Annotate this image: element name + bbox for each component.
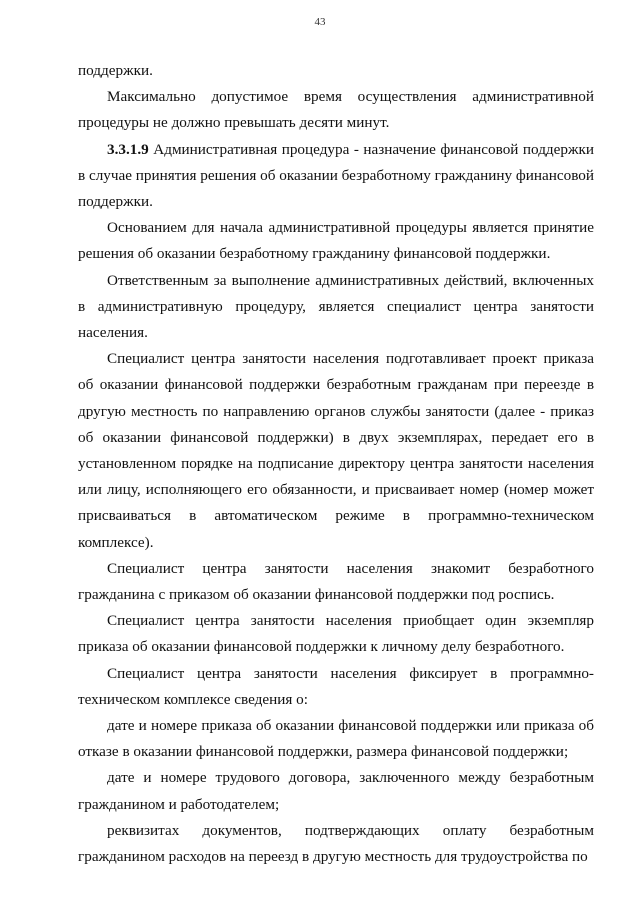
page-number: 43 bbox=[314, 16, 326, 28]
paragraph-11: дате и номере трудового договора, заключенного между безработным гражданином и работодателем; bbox=[78, 769, 594, 813]
paragraph-7: Специалист центра занятости населения знакомит безработного гражданина с приказом об оказании финансовой поддержки под роспись. bbox=[78, 559, 594, 604]
paragraph-5: Ответственным за выполнение административных действий, включенных в административную процедуру, является специалист центра занятости населения. bbox=[78, 271, 594, 342]
paragraph-12: реквизитах документов, подтверждающих оплату безработным гражданином расходов на переезд в другую местность для трудоустройства по bbox=[78, 821, 594, 866]
section-number: 3.3.1.9 bbox=[107, 140, 149, 158]
paragraph-6: Специалист центра занятости населения подготавливает проект приказа об оказании финансовой поддержки безработным гражданам при переезде в другую местность по направлению органов службы занятости (далее - приказ об оказании финансовой поддержки) в двух экземплярах, передает его в установленном порядке на подписание директору центра занятости населения или лицу, исполняющего его обязанности, и присваивает номер (номер может присваиваться в автоматическом режиме в программно-техническом комплексе). bbox=[78, 350, 594, 551]
document-body bbox=[78, 58, 594, 870]
paragraph-3 bbox=[78, 137, 594, 216]
paragraph-4: Основанием для начала административной процедуры является принятие решения об оказании безработному гражданину финансовой поддержки. bbox=[78, 219, 594, 263]
paragraph-9: Специалист центра занятости населения фиксирует в программно-техническом комплексе сведения о: bbox=[78, 664, 594, 708]
paragraph-8: Специалист центра занятости населения приобщает один экземпляр приказа об оказании финансовой поддержки к личному делу безработного. bbox=[78, 612, 594, 656]
paragraph-1: поддержки. bbox=[78, 62, 153, 79]
paragraph-10: дате и номере приказа об оказании финансовой поддержки или приказа об отказе в оказании финансовой поддержки, размера финансовой поддержки; bbox=[78, 717, 594, 761]
paragraph-3-text: Административная процедура - назначение финансовой поддержки в случае принятия решения об оказании безработному гражданину финансовой поддержки. bbox=[78, 140, 595, 211]
paragraph-2: Максимально допустимое время осуществления административной процедуры не должно превышать десяти минут. bbox=[78, 88, 594, 132]
